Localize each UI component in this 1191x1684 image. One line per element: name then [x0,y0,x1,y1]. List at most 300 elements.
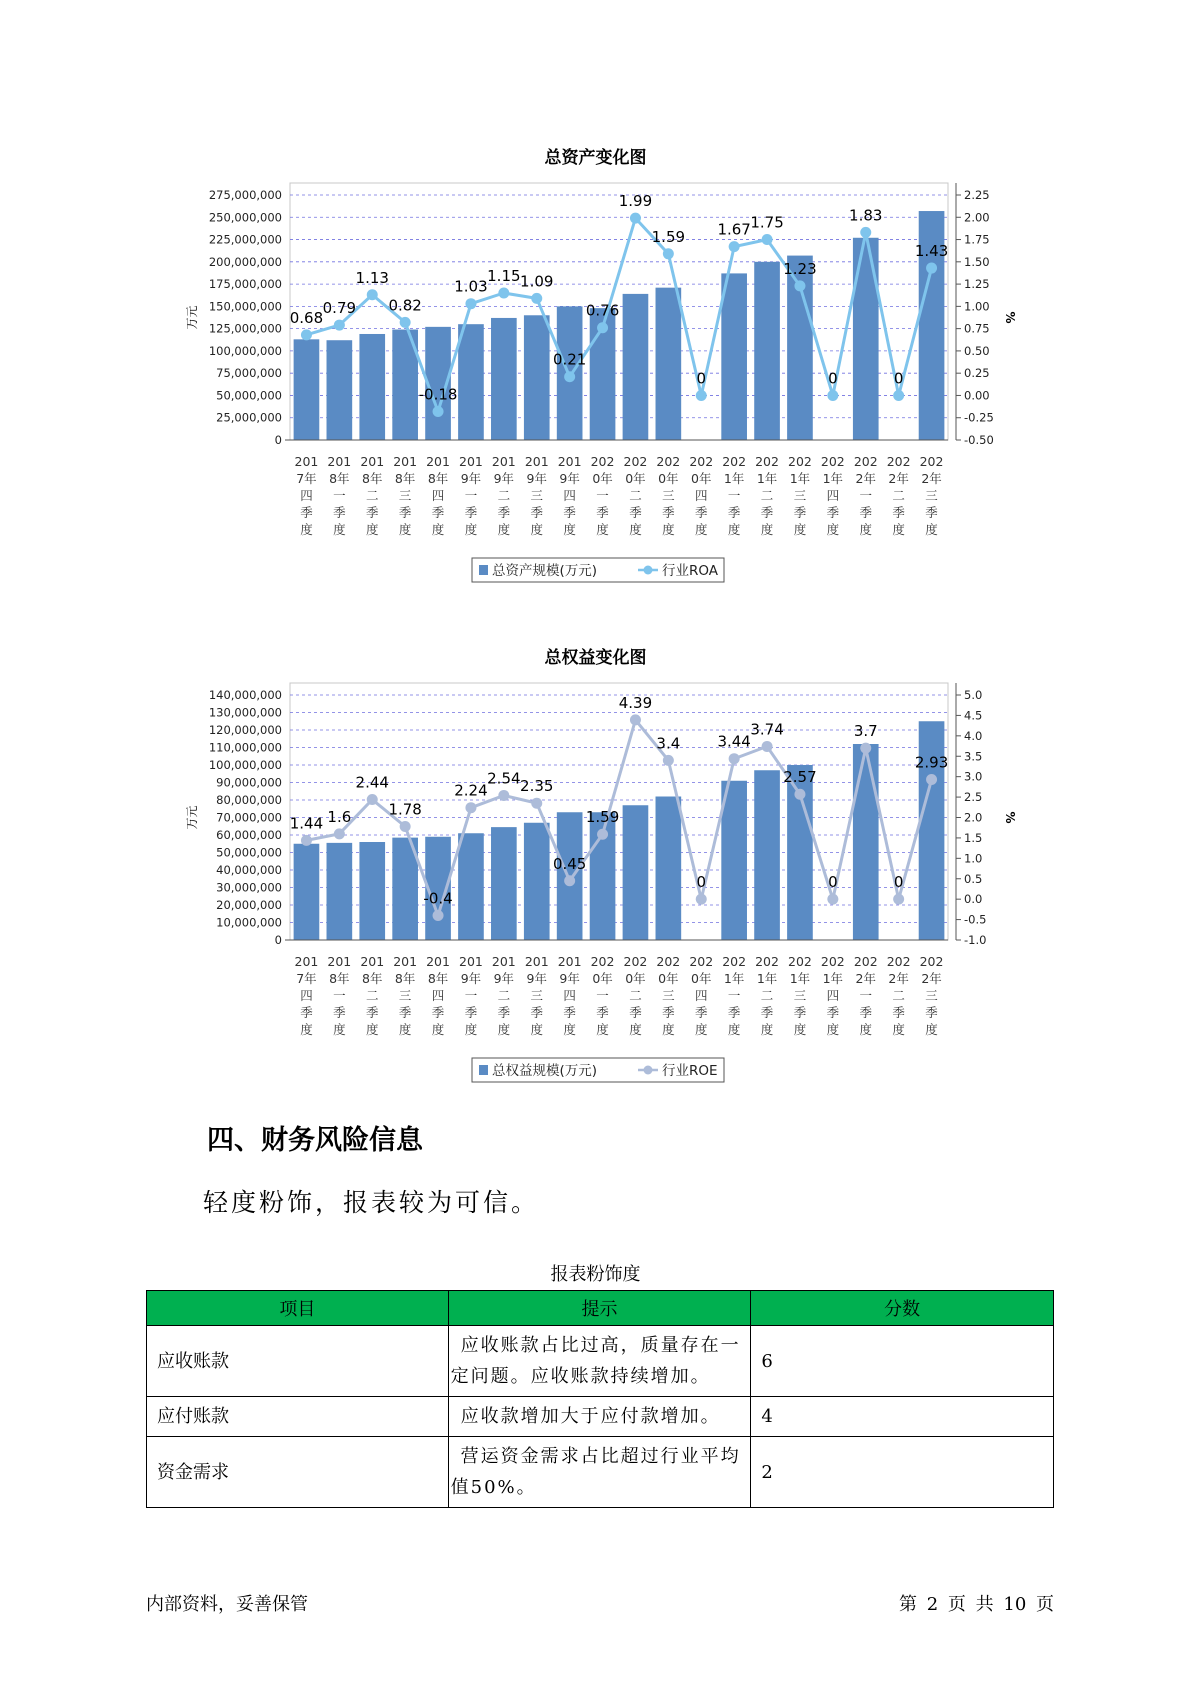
category-label: 201 [327,954,352,969]
category-label: 201 [524,954,549,969]
category-label: 度 [563,1022,576,1037]
category-label: 三 [662,488,675,503]
category-label: 2年 [888,471,909,486]
category-label: 四 [826,988,840,1003]
line-point [729,753,740,764]
left-tick-label: 30,000,000 [216,880,282,895]
category-label: 度 [596,522,609,537]
line-point [893,390,904,401]
legend-line-label: 行业ROA [662,563,719,579]
line-point [663,755,674,766]
right-tick-label: 2.5 [964,790,983,805]
category-label: 202 [755,454,779,469]
line-point [762,234,773,245]
legend-line-dot [644,1066,653,1075]
category-label: 202 [853,454,878,469]
line-point [334,828,345,839]
category-label: 201 [524,454,549,469]
left-tick-label: 275,000,000 [208,188,282,202]
category-label: 201 [557,454,582,469]
category-label: 8年 [362,471,383,486]
right-tick-label: 0.50 [964,343,990,358]
left-tick-label: 0 [274,933,282,947]
category-label: 8年 [427,471,449,486]
equity-chart-title: 总权益变化图 [544,648,647,668]
category-label: 9年 [493,971,515,986]
category-label: 202 [919,454,944,469]
category-label: 季 [892,505,905,520]
category-label: 季 [431,505,445,520]
footer-left: 内部资料，妥善保管 [146,1594,308,1615]
category-label: 四 [694,488,708,503]
line-point [367,794,378,805]
category-label: 201 [557,954,582,969]
line-point [367,289,378,300]
category-label: 季 [892,1005,905,1020]
right-tick-label: 1.75 [964,232,990,247]
line-point [926,774,937,785]
line-point [827,390,838,401]
category-label: 201 [360,954,385,969]
category-label: 度 [365,522,379,537]
category-label: 季 [925,505,938,520]
category-label: 2年 [855,971,876,986]
category-label: 8年 [427,971,449,986]
point-label: 1.03 [454,277,488,296]
category-label: 度 [892,1022,905,1037]
category-label: 7年 [296,971,317,986]
category-label: 9年 [460,971,482,986]
category-label: 季 [398,505,412,520]
left-tick-label: 125,000,000 [208,321,282,336]
left-tick-label: 10,000,000 [216,915,282,930]
category-label: 三 [662,988,675,1003]
left-tick-label: 130,000,000 [208,705,282,720]
row-score: 4 [751,1397,1054,1437]
category-label: 度 [431,1022,445,1037]
category-label: 度 [333,1022,346,1037]
category-label: 201 [294,454,319,469]
left-tick-label: 25,000,000 [216,410,282,425]
category-label: 三 [530,988,544,1003]
right-tick-label: -1.0 [964,933,987,947]
row-item: 资金需求 [147,1437,449,1508]
point-label: 0 [828,369,838,388]
category-label: 度 [826,522,840,537]
category-label: 0年 [625,471,646,486]
table-row [147,1437,1054,1508]
category-label: 0年 [625,971,646,986]
category-label: 季 [365,505,379,520]
left-tick-label: 50,000,000 [216,388,282,403]
line-point [926,263,937,274]
category-label: 度 [826,1022,840,1037]
bar [294,339,320,440]
category-label: 季 [859,505,873,520]
category-label: 度 [300,522,313,537]
category-label: 9年 [559,471,580,486]
category-label: 季 [333,1005,346,1020]
bar [623,294,649,440]
point-label: 1.78 [388,800,422,819]
category-label: 度 [300,1022,313,1037]
category-label: 四 [694,988,708,1003]
legend-bar-label: 总权益规模(万元) [492,1063,598,1079]
category-label: 度 [333,522,346,537]
category-label: 度 [694,1022,708,1037]
category-label: 2年 [921,471,942,486]
category-label: 二 [365,488,379,503]
category-label: 度 [530,522,544,537]
category-label: 一 [727,488,741,503]
category-label: 0年 [691,971,712,986]
header-item: 项目 [147,1291,449,1326]
left-tick-label: 90,000,000 [216,775,282,790]
category-label: 四 [431,988,445,1003]
right-tick-label: -0.5 [964,912,987,927]
category-label: 8年 [394,471,416,486]
line-point [860,743,871,754]
point-label: 2.44 [355,773,389,792]
right-tick-label: 1.50 [964,254,990,269]
category-label: 季 [826,505,840,520]
category-label: 季 [530,505,544,520]
line-point [893,894,904,905]
legend-bar-swatch [479,565,488,575]
header-score: 分数 [751,1291,1054,1326]
category-label: 度 [629,522,642,537]
category-label: 度 [596,1022,609,1037]
right-tick-label: 0.25 [964,366,990,381]
right-tick-label: 5.0 [964,688,983,702]
category-label: 1年 [756,971,778,986]
bar [458,833,484,940]
right-tick-label: 1.5 [964,830,983,845]
point-label: 1.43 [914,242,949,261]
bar [359,334,385,440]
bar [327,340,353,440]
category-label: 1年 [723,471,745,486]
bar [294,844,320,940]
category-label: 度 [925,1022,938,1037]
point-label: 1.6 [327,807,352,826]
category-label: 一 [464,488,478,503]
category-label: 季 [596,505,609,520]
category-label: 1年 [723,971,745,986]
category-label: 9年 [559,971,580,986]
category-label: 四 [826,488,840,503]
category-label: 2年 [855,471,876,486]
category-label: 一 [727,988,741,1003]
point-label: 3.44 [717,732,751,751]
category-label: 9年 [526,471,547,486]
bar [656,797,682,941]
bar [524,823,550,940]
left-tick-label: 100,000,000 [208,343,282,358]
point-label: -0.4 [423,889,453,908]
category-label: 202 [820,454,845,469]
category-label: 201 [491,954,516,969]
category-label: 度 [464,1022,478,1037]
category-label: 二 [629,988,642,1003]
bar [327,843,353,940]
right-tick-label: -0.50 [964,433,994,447]
right-tick-label: 1.00 [964,299,990,314]
right-tick-label: 1.25 [964,277,990,292]
category-label: 四 [300,488,313,503]
category-label: 201 [426,954,450,969]
category-label: 季 [497,1005,511,1020]
category-label: 一 [333,988,346,1003]
legend-bar-label: 总资产规模(万元) [492,563,598,579]
category-label: 季 [596,1005,609,1020]
row-item: 应付账款 [147,1397,449,1437]
point-label: 3.4 [656,734,681,753]
category-label: 三 [793,988,807,1003]
category-label: 201 [294,954,319,969]
point-label: 0 [696,369,707,388]
category-label: 1年 [822,471,844,486]
category-label: 7年 [296,471,317,486]
category-label: 度 [727,522,741,537]
row-hint: 应收账款占比过高，质量存在一定问题。应收账款持续增加。 [448,1326,751,1397]
right-tick-label: 2.00 [964,210,990,225]
category-label: 一 [859,988,873,1003]
left-tick-label: 0 [274,433,282,447]
line-point [762,741,773,752]
right-tick-label: 0.5 [964,871,983,886]
category-label: 季 [563,505,576,520]
right-axis-label: % [1003,311,1017,324]
line-point [498,790,509,801]
category-label: 季 [464,1005,478,1020]
bar [623,805,649,940]
category-label: 二 [760,488,774,503]
point-label: 0.68 [289,308,324,327]
category-label: 202 [788,454,812,469]
category-label: 季 [727,1005,741,1020]
line-point [433,406,444,417]
point-label: 4.39 [618,693,653,712]
left-tick-label: 110,000,000 [208,740,282,755]
category-label: 201 [459,954,483,969]
category-label: 季 [629,1005,642,1020]
line-point [597,829,608,840]
point-label: 2.93 [914,753,949,772]
category-label: 季 [793,1005,807,1020]
table-row [147,1326,1054,1397]
line-point [531,798,542,809]
category-label: 季 [300,505,313,520]
category-label: 季 [365,1005,379,1020]
category-label: 一 [464,988,478,1003]
category-label: 202 [722,954,747,969]
category-label: 2年 [888,971,909,986]
point-label: 3.7 [853,722,878,741]
category-label: 201 [393,954,418,969]
point-label: 1.99 [618,192,653,211]
line-point [860,227,871,238]
category-label: 季 [760,505,774,520]
point-label: 3.74 [750,720,784,739]
category-label: 8年 [329,971,350,986]
point-label: 1.09 [520,272,554,291]
category-label: 1年 [789,971,811,986]
left-tick-label: 70,000,000 [216,810,282,825]
category-label: 202 [656,454,681,469]
left-tick-label: 225,000,000 [208,232,282,247]
line-point [301,835,312,846]
category-label: 季 [464,505,478,520]
category-label: 202 [689,954,714,969]
category-label: 8年 [329,471,350,486]
equity-chart [0,670,1191,1090]
category-label: 一 [596,988,609,1003]
category-label: 二 [497,488,511,503]
point-label: 0.82 [388,296,422,315]
line-point [433,910,444,921]
category-label: 度 [497,522,511,537]
category-label: 202 [590,454,615,469]
left-tick-label: 150,000,000 [208,299,282,314]
bar [491,827,517,940]
point-label: 2.24 [454,781,488,800]
right-tick-label: 4.0 [964,728,983,743]
line-point [465,802,476,813]
row-hint: 应收款增加大于应付款增加。 [448,1397,751,1437]
legend-bar-swatch [479,1065,488,1075]
category-label: 202 [656,954,681,969]
point-label: 0.45 [552,854,587,873]
category-label: 0年 [658,971,679,986]
category-label: 一 [596,488,609,503]
category-label: 0年 [658,471,679,486]
line-point [334,320,345,331]
category-label: 二 [365,988,379,1003]
assets-chart [0,170,1191,590]
category-label: 0年 [691,471,712,486]
line-point [630,213,641,224]
bar [656,288,682,440]
category-label: 季 [398,1005,412,1020]
category-label: 202 [853,954,878,969]
bar [458,324,484,440]
line-point [597,322,608,333]
line-point [729,241,740,252]
table-caption: 报表粉饰度 [550,1264,641,1285]
section-body: 轻度粉饰，报表较为可信。 [203,1188,540,1217]
point-label: 1.59 [585,808,620,827]
category-label: 季 [333,505,346,520]
category-label: 8年 [394,971,416,986]
category-label: 202 [689,454,714,469]
table-header-row [147,1291,1054,1326]
category-label: 季 [694,1005,708,1020]
line-point [663,248,674,259]
category-label: 202 [886,454,911,469]
category-label: 1年 [789,471,811,486]
category-label: 季 [530,1005,544,1020]
left-tick-label: 40,000,000 [216,863,282,877]
category-label: 三 [793,488,807,503]
row-hint: 营运资金需求占比超过行业平均值50%。 [448,1437,751,1508]
category-label: 二 [497,988,511,1003]
category-label: 度 [662,1022,675,1037]
category-label: 202 [820,954,845,969]
category-label: 度 [760,522,774,537]
left-tick-label: 250,000,000 [208,210,282,225]
line-point [630,714,641,725]
category-label: 度 [925,522,938,537]
right-tick-label: 4.5 [964,708,983,723]
category-label: 四 [300,988,313,1003]
category-label: 季 [727,505,741,520]
category-label: 201 [393,454,418,469]
category-label: 度 [629,1022,642,1037]
category-label: 度 [859,522,873,537]
category-label: 1年 [822,971,844,986]
category-label: 度 [892,522,905,537]
right-tick-label: 3.5 [964,749,983,764]
category-label: 度 [793,522,807,537]
category-label: 季 [826,1005,840,1020]
category-label: 度 [760,1022,774,1037]
bar [853,744,879,940]
row-item: 应收账款 [147,1326,449,1397]
line-point [564,875,575,886]
category-label: 度 [662,522,675,537]
left-tick-label: 60,000,000 [216,828,282,842]
category-label: 度 [464,522,478,537]
right-tick-label: 3.0 [964,769,983,784]
category-label: 季 [662,1005,675,1020]
left-tick-label: 140,000,000 [208,688,282,702]
right-axis-label: % [1003,811,1017,824]
category-label: 二 [892,488,905,503]
category-label: 9年 [526,971,547,986]
point-label: 1.23 [783,259,817,278]
category-label: 一 [859,488,873,503]
point-label: 1.75 [750,213,784,232]
point-label: -0.18 [418,385,458,404]
bar [853,238,879,440]
risk-table [146,1290,1054,1508]
category-label: 度 [793,1022,807,1037]
category-label: 202 [722,454,747,469]
bar [524,315,550,440]
point-label: 0 [893,369,904,388]
line-point [400,821,411,832]
point-label: 2.35 [520,777,554,796]
point-label: 0 [696,873,707,892]
point-label: 0 [828,873,838,892]
left-axis-label: 万元 [185,805,199,830]
category-label: 四 [431,488,445,503]
bar [754,770,780,940]
category-label: 三 [530,488,544,503]
point-label: 2.57 [783,768,817,787]
category-label: 201 [459,454,483,469]
category-label: 三 [398,488,412,503]
category-label: 度 [530,1022,544,1037]
category-label: 201 [426,454,450,469]
category-label: 0年 [592,471,613,486]
category-label: 季 [629,505,642,520]
right-tick-label: 0.0 [964,892,983,907]
category-label: 2年 [921,971,942,986]
left-tick-label: 20,000,000 [216,898,282,912]
category-label: 9年 [460,471,482,486]
